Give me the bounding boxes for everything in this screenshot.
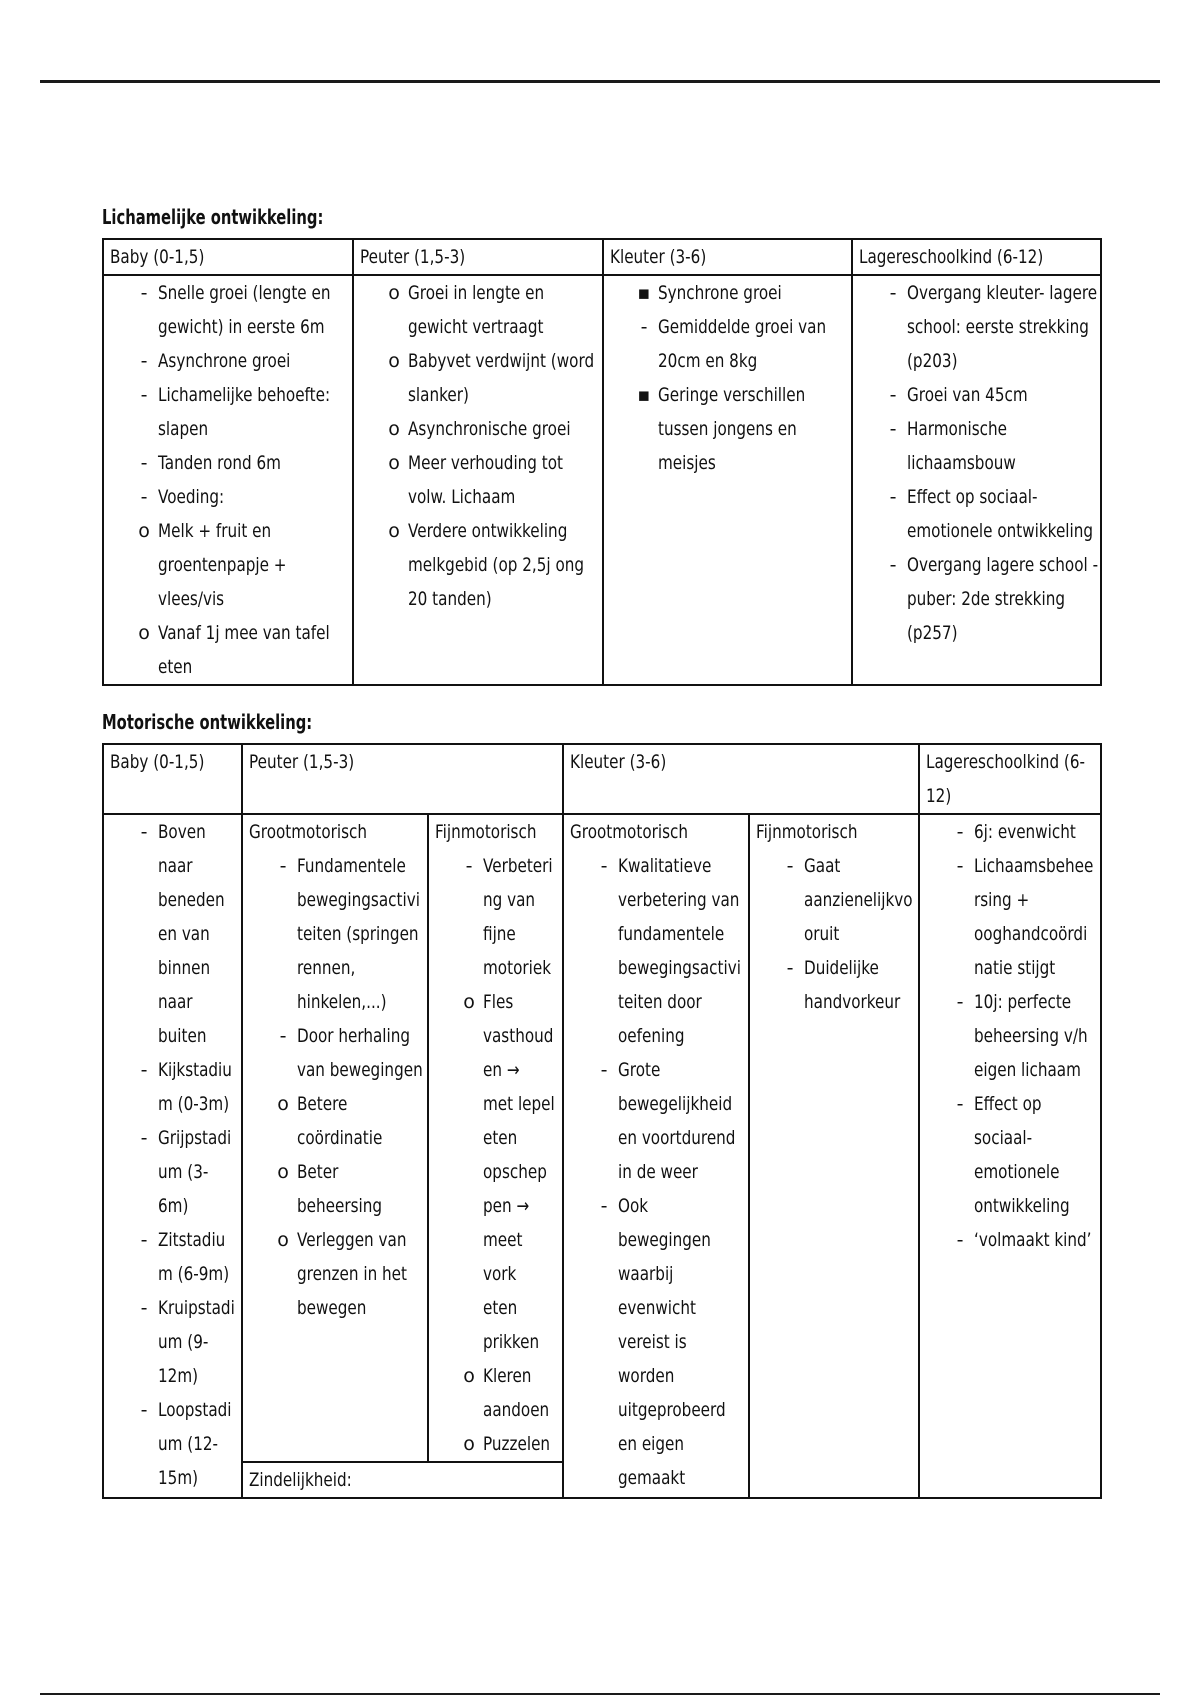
dash-bullet-icon: -	[140, 282, 148, 304]
list-item-text: Puzzelen	[483, 1433, 551, 1455]
list-item-text: Boven	[158, 821, 206, 843]
list-item-text: naar	[158, 991, 193, 1013]
list-item-text: rennen,	[297, 957, 356, 979]
list-item-text: Grijpstadi	[158, 1127, 232, 1149]
list-item-text: Zitstadiu	[158, 1229, 226, 1251]
list-item-text: Lichamelijke behoefte:	[158, 384, 331, 406]
list-item-text: (p257)	[907, 622, 958, 644]
list-item-text: beheersing	[297, 1195, 383, 1217]
list-item-text: en eigen	[618, 1433, 685, 1455]
list-item-text: en voortdurend	[618, 1127, 736, 1149]
list-item-text: ‘volmaakt kind’	[974, 1229, 1092, 1251]
circle-bullet-icon: o	[388, 350, 400, 372]
list-item-text: gewicht vertraagt	[408, 316, 544, 338]
circle-bullet-icon: o	[388, 282, 400, 304]
list-item	[110, 1121, 241, 1223]
dash-bullet-icon: -	[600, 1195, 608, 1217]
list-item-text: melkgebid (op 2,5j ong	[408, 554, 585, 576]
list-item	[435, 849, 562, 985]
header-toddler: Peuter (1,5-3)	[353, 239, 603, 275]
circle-bullet-icon: o	[277, 1229, 289, 1251]
list-item-text: aandoen	[483, 1399, 550, 1421]
list-item-text: gewicht) in eerste 6m	[158, 316, 325, 338]
header-baby: Baby (0-1,5)	[103, 239, 353, 275]
list-item	[610, 310, 851, 378]
section-title-motor: Motorische ontwikkeling:	[102, 710, 313, 734]
motor-school-cell	[919, 814, 1101, 1498]
list-item-text: Gemiddelde groei van	[658, 316, 827, 338]
dash-bullet-icon: -	[140, 1127, 148, 1149]
list-item	[110, 1053, 241, 1121]
motor-toddler-fine-cell	[428, 814, 563, 1462]
list-item	[610, 378, 851, 480]
physical-preschool-cell	[603, 275, 852, 685]
list-item-text: emotionele	[974, 1161, 1060, 1183]
list-item-text: beneden	[158, 889, 225, 911]
list-item	[110, 1393, 241, 1495]
list-item-text: teiten (springen	[297, 923, 419, 945]
list-item-text: Babyvet verdwijnt (word	[408, 350, 595, 372]
section-title-physical: Lichamelijke ontwikkeling:	[102, 205, 324, 229]
motor-development-table	[102, 743, 1102, 1499]
list-item-text: um (9-	[158, 1331, 209, 1353]
list-item	[360, 412, 602, 446]
list-item-text: 10j: perfecte	[974, 991, 1072, 1013]
list-item-text: opschep	[483, 1161, 547, 1183]
circle-bullet-icon: o	[463, 1365, 475, 1387]
motor-baby-cell	[103, 814, 242, 1498]
list-item-text: (p203)	[907, 350, 958, 372]
dash-bullet-icon: -	[140, 452, 148, 474]
list-item-text: volw. Lichaam	[408, 486, 516, 508]
list-item-text: in de weer	[618, 1161, 698, 1183]
square-bullet-icon: ▪	[637, 282, 651, 304]
list-item-text: 20cm en 8kg	[658, 350, 758, 372]
list-item-text: Effect op	[974, 1093, 1042, 1115]
dash-bullet-icon: -	[640, 316, 648, 338]
dash-bullet-icon: -	[140, 486, 148, 508]
list-item-text: verbetering van	[618, 889, 740, 911]
list-item-text: met lepel	[483, 1093, 555, 1115]
list-item	[110, 1291, 241, 1393]
list-item-text: 12m)	[158, 1365, 199, 1387]
dash-bullet-icon: -	[140, 1059, 148, 1081]
potty-training-cell: Zindelijkheid:	[242, 1462, 563, 1498]
toddler-fine-label: Fijnmotorisch	[435, 821, 537, 843]
motor-toddler-gross-cell	[242, 814, 428, 1462]
list-item	[110, 446, 352, 480]
list-item-text: Door herhaling	[297, 1025, 411, 1047]
list-item-text: worden	[618, 1365, 675, 1387]
list-item-text: emotionele ontwikkeling	[907, 520, 1094, 542]
list-item	[110, 1223, 241, 1291]
list-item-text: oefening	[618, 1025, 685, 1047]
dash-bullet-icon: -	[786, 855, 794, 877]
list-item-text: 15m)	[158, 1467, 199, 1489]
list-item	[249, 1223, 427, 1325]
dash-bullet-icon: -	[140, 384, 148, 406]
list-item	[756, 951, 918, 1019]
circle-bullet-icon: o	[463, 991, 475, 1013]
list-item-text: Meer verhouding tot	[408, 452, 563, 474]
list-item	[859, 378, 1100, 412]
dash-bullet-icon: -	[140, 1297, 148, 1319]
list-item-text: Asynchrone groei	[158, 350, 291, 372]
list-item	[360, 344, 602, 412]
list-item	[570, 849, 748, 1053]
motor-header-toddler: Peuter (1,5-3)	[242, 744, 563, 814]
list-item-text: waarbij	[618, 1263, 674, 1285]
list-item-text: sociaal-	[974, 1127, 1033, 1149]
circle-bullet-icon: o	[388, 452, 400, 474]
list-item-text: groentenpapje +	[158, 554, 287, 576]
list-item-text: Loopstadi	[158, 1399, 232, 1421]
physical-toddler-cell	[353, 275, 603, 685]
list-item	[110, 480, 352, 514]
list-item	[570, 1189, 748, 1495]
list-item	[859, 480, 1100, 548]
dash-bullet-icon: -	[956, 855, 964, 877]
list-item-text: Melk + fruit en	[158, 520, 272, 542]
list-item-text: 6m)	[158, 1195, 189, 1217]
header-preschool: Kleuter (3-6)	[603, 239, 852, 275]
list-item-text: Groei van 45cm	[907, 384, 1028, 406]
list-item-text: uitgeprobeerd	[618, 1399, 726, 1421]
list-item-text: van bewegingen	[297, 1059, 423, 1081]
list-item-text: Fundamentele	[297, 855, 406, 877]
dash-bullet-icon: -	[600, 855, 608, 877]
preschool-fine-label: Fijnmotorisch	[756, 821, 858, 843]
list-item-text: oruit	[804, 923, 840, 945]
list-item	[610, 276, 851, 310]
list-item	[570, 1053, 748, 1189]
dash-bullet-icon: -	[956, 1229, 964, 1251]
circle-bullet-icon: o	[138, 622, 150, 644]
list-item	[110, 815, 241, 1053]
list-item-text: Harmonische	[907, 418, 1007, 440]
dash-bullet-icon: -	[465, 855, 473, 877]
list-item-text: Fles	[483, 991, 514, 1013]
list-item-text: gemaakt	[618, 1467, 686, 1489]
list-item-text: prikken	[483, 1331, 540, 1353]
list-item	[926, 849, 1100, 985]
physical-development-table	[102, 238, 1102, 686]
list-item	[110, 378, 352, 446]
list-item-text: um (12-	[158, 1433, 219, 1455]
list-item-text: Kleren	[483, 1365, 532, 1387]
square-bullet-icon: ▪	[637, 384, 651, 406]
motor-header-preschool: Kleuter (3-6)	[563, 744, 919, 814]
dash-bullet-icon: -	[956, 991, 964, 1013]
list-item-text: 20 tanden)	[408, 588, 492, 610]
list-item	[110, 616, 352, 684]
list-item-text: ng van	[483, 889, 536, 911]
circle-bullet-icon: o	[277, 1161, 289, 1183]
list-item-text: naar	[158, 855, 193, 877]
faded-header-watermark	[120, 30, 480, 170]
dash-bullet-icon: -	[889, 486, 897, 508]
list-item-text: Verleggen van	[297, 1229, 407, 1251]
circle-bullet-icon: o	[138, 520, 150, 542]
list-item	[435, 1359, 562, 1427]
dash-bullet-icon: -	[140, 1399, 148, 1421]
list-item-text: en →	[483, 1059, 520, 1081]
list-item-text: hinkelen,...)	[297, 991, 387, 1013]
list-item-text: natie stijgt	[974, 957, 1056, 979]
list-item-text: Kruipstadi	[158, 1297, 235, 1319]
list-item-text: Geringe verschillen	[658, 384, 806, 406]
list-item-text: rsing +	[974, 889, 1030, 911]
list-item-text: meet	[483, 1229, 523, 1251]
list-item-text: vork	[483, 1263, 517, 1285]
list-item-text: Lichaamsbehee	[974, 855, 1094, 877]
physical-school-cell	[852, 275, 1101, 685]
dash-bullet-icon: -	[279, 855, 287, 877]
dash-bullet-icon: -	[140, 821, 148, 843]
list-item-text: m (0-3m)	[158, 1093, 230, 1115]
circle-bullet-icon: o	[463, 1433, 475, 1455]
list-item-text: school: eerste strekking	[907, 316, 1089, 338]
list-item-text: Verbeteri	[483, 855, 553, 877]
list-item-text: aanzienelijkvo	[804, 889, 913, 911]
list-item-text: meisjes	[658, 452, 716, 474]
list-item-text: bewegingen	[618, 1229, 711, 1251]
list-item	[435, 1427, 562, 1461]
list-item-text: ooghandcoördi	[974, 923, 1088, 945]
list-item-text: Groei in lengte en	[408, 282, 545, 304]
circle-bullet-icon: o	[388, 418, 400, 440]
list-item-text: coördinatie	[297, 1127, 383, 1149]
dash-bullet-icon: -	[786, 957, 794, 979]
list-item-text: slanker)	[408, 384, 469, 406]
list-item-text: Beter	[297, 1161, 339, 1183]
list-item	[360, 276, 602, 344]
list-item-text: vasthoud	[483, 1025, 554, 1047]
list-item	[435, 985, 562, 1359]
list-item	[360, 446, 602, 514]
list-item-text: Overgang lagere school -	[907, 554, 1099, 576]
list-item-text: Verdere ontwikkeling	[408, 520, 568, 542]
list-item-text: Asynchronische groei	[408, 418, 571, 440]
list-item-text: Betere	[297, 1093, 348, 1115]
list-item	[249, 1155, 427, 1223]
list-item-text: m (6-9m)	[158, 1263, 230, 1285]
list-item-text: eigen lichaam	[974, 1059, 1081, 1081]
dash-bullet-icon: -	[956, 821, 964, 843]
list-item	[756, 849, 918, 951]
list-item-text: Effect op sociaal-	[907, 486, 1038, 508]
list-item-text: Grote	[618, 1059, 661, 1081]
list-item-text: lichaamsbouw	[907, 452, 1016, 474]
list-item-text: grenzen in het	[297, 1263, 407, 1285]
list-item-text: bewegelijkheid	[618, 1093, 733, 1115]
circle-bullet-icon: o	[277, 1093, 289, 1115]
list-item-text: 6j: evenwicht	[974, 821, 1076, 843]
list-item-text: fundamentele	[618, 923, 725, 945]
list-item-text: beheersing v/h	[974, 1025, 1088, 1047]
bottom-rule	[40, 1693, 1160, 1695]
list-item	[110, 276, 352, 344]
list-item-text: en van	[158, 923, 210, 945]
list-item-text: Snelle groei (lengte en	[158, 282, 331, 304]
list-item	[360, 514, 602, 616]
list-item	[110, 344, 352, 378]
list-item	[859, 276, 1100, 378]
dash-bullet-icon: -	[279, 1025, 287, 1047]
motor-header-baby: Baby (0-1,5)	[103, 744, 242, 814]
list-item-text: buiten	[158, 1025, 207, 1047]
list-item-text: ontwikkeling	[974, 1195, 1070, 1217]
list-item-text: eten	[158, 656, 193, 678]
list-item-text: vereist is	[618, 1331, 687, 1353]
list-item-text: Gaat	[804, 855, 841, 877]
list-item	[926, 985, 1100, 1087]
list-item-text: pen →	[483, 1195, 530, 1217]
list-item-text: Tanden rond 6m	[158, 452, 281, 474]
list-item-text: teiten door	[618, 991, 702, 1013]
dash-bullet-icon: -	[140, 1229, 148, 1251]
list-item-text: tussen jongens en	[658, 418, 797, 440]
motor-header-school: Lagereschoolkind (6- 12)	[919, 744, 1101, 814]
list-item	[926, 1087, 1100, 1223]
list-item	[859, 412, 1100, 480]
list-item	[926, 1223, 1100, 1257]
list-item-text: Vanaf 1j mee van tafel	[158, 622, 330, 644]
dash-bullet-icon: -	[956, 1093, 964, 1115]
list-item-text: slapen	[158, 418, 209, 440]
dash-bullet-icon: -	[140, 350, 148, 372]
dash-bullet-icon: -	[889, 418, 897, 440]
list-item-text: puber: 2de strekking	[907, 588, 1065, 610]
list-item	[926, 815, 1100, 849]
list-item-text: Kijkstadiu	[158, 1059, 232, 1081]
list-item-text: Synchrone groei	[658, 282, 782, 304]
physical-baby-cell	[103, 275, 353, 685]
header-school: Lagereschoolkind (6-12)	[852, 239, 1101, 275]
motor-preschool-fine-cell	[749, 814, 919, 1498]
list-item	[249, 1019, 427, 1087]
list-item-text: fijne	[483, 923, 516, 945]
circle-bullet-icon: o	[388, 520, 400, 542]
list-item-text: vlees/vis	[158, 588, 225, 610]
motor-preschool-gross-cell	[563, 814, 749, 1498]
list-item-text: motoriek	[483, 957, 551, 979]
dash-bullet-icon: -	[889, 554, 897, 576]
list-item-text: eten	[483, 1297, 518, 1319]
list-item-text: bewegen	[297, 1297, 367, 1319]
list-item-text: Voeding:	[158, 486, 225, 508]
list-item-text: Overgang kleuter- lagere	[907, 282, 1098, 304]
list-item	[110, 514, 352, 616]
dash-bullet-icon: -	[600, 1059, 608, 1081]
list-item-text: bewegingsactivi	[618, 957, 741, 979]
list-item-text: handvorkeur	[804, 991, 901, 1013]
dash-bullet-icon: -	[889, 282, 897, 304]
list-item	[249, 1087, 427, 1155]
list-item-text: eten	[483, 1127, 518, 1149]
list-item	[859, 548, 1100, 650]
toddler-gross-label: Grootmotorisch	[249, 821, 368, 843]
list-item-text: Kwalitatieve	[618, 855, 712, 877]
list-item-text: um (3-	[158, 1161, 209, 1183]
list-item-text: Duidelijke	[804, 957, 879, 979]
preschool-gross-label: Grootmotorisch	[570, 821, 689, 843]
list-item	[249, 849, 427, 1019]
list-item-text: bewegingsactivi	[297, 889, 420, 911]
list-item-text: binnen	[158, 957, 211, 979]
dash-bullet-icon: -	[889, 384, 897, 406]
list-item-text: evenwicht	[618, 1297, 696, 1319]
list-item-text: Ook	[618, 1195, 649, 1217]
